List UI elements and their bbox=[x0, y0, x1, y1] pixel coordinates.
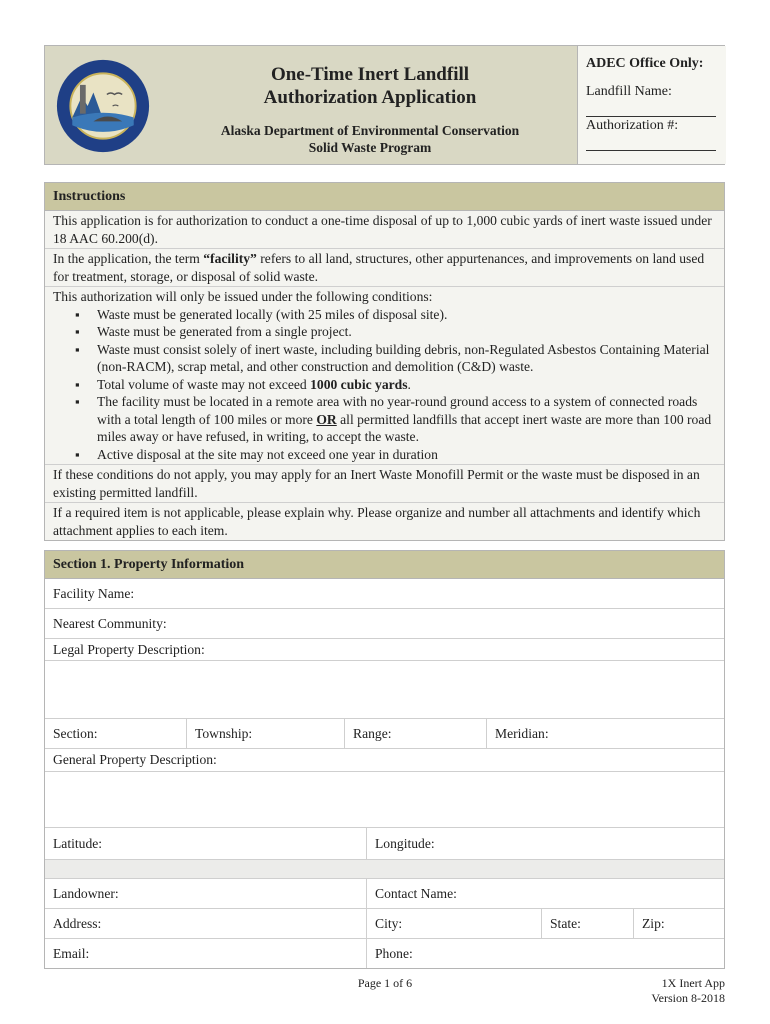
instructions-heading: Instructions bbox=[45, 183, 724, 211]
email-field[interactable]: Email: bbox=[45, 939, 367, 968]
section1-heading: Section 1. Property Information bbox=[45, 551, 724, 579]
nearest-community-row[interactable] bbox=[45, 609, 724, 639]
facility-name-row[interactable] bbox=[45, 579, 724, 609]
email-row[interactable] bbox=[45, 939, 724, 968]
legal-description-label: Legal Property Description: bbox=[53, 641, 205, 657]
authorization-number-field[interactable] bbox=[586, 150, 716, 151]
instructions-section bbox=[44, 182, 725, 541]
adec-seal-logo bbox=[55, 58, 151, 154]
adec-office-only-box bbox=[577, 46, 726, 164]
authorization-number-label: Authorization #: bbox=[586, 118, 679, 133]
instructions-paragraph: This application is for authorization to conduct a one-time disposal of up to 1,000 cubic yards of inert waste issued under 18 AAC 60.200(d). bbox=[45, 211, 724, 249]
longitude-field[interactable]: Longitude: bbox=[375, 835, 435, 851]
general-description-label: General Property Description: bbox=[53, 752, 217, 767]
attachments-note: If a required item is not applicable, please explain why. Please organize and number all attachments and identify which attachment applies to each item. bbox=[45, 503, 724, 540]
landowner-field[interactable]: Landowner: bbox=[45, 879, 367, 908]
landowner-row[interactable] bbox=[45, 879, 724, 909]
form-header bbox=[44, 45, 725, 165]
general-description-input[interactable] bbox=[45, 772, 724, 828]
list-item: ▪ Waste must consist solely of inert waste, including building debris, non-Regulated Asbestos Containing Material (non-RACM), scrap metal, and other construction and demolition (C&D) waste. bbox=[97, 341, 716, 376]
nearest-community-field[interactable]: Nearest Community: bbox=[53, 615, 167, 631]
office-only-title: ADEC Office Only: bbox=[586, 56, 704, 71]
spacer-row bbox=[45, 860, 724, 879]
general-description-label-row bbox=[45, 749, 724, 772]
facility-name-field[interactable]: Facility Name: bbox=[53, 585, 135, 601]
department-name: Alaska Department of Environmental Conservation Solid Waste Program bbox=[220, 123, 520, 155]
township-field[interactable]: Township: bbox=[187, 719, 345, 748]
address-row[interactable] bbox=[45, 909, 724, 939]
facility-definition: In the application, the term “facility” refers to all land, structures, other appurtenances, and improvements on land used for treatment, storage, or disposal of solid waste. bbox=[45, 249, 724, 287]
contact-name-field[interactable]: Contact Name: bbox=[375, 885, 457, 901]
phone-field[interactable]: Phone: bbox=[375, 945, 413, 961]
list-item: ▪ Active disposal at the site may not exceed one year in duration bbox=[97, 446, 716, 464]
coordinates-row[interactable] bbox=[45, 828, 724, 860]
list-item: ▪ Total volume of waste may not exceed 1000 cubic yards. bbox=[97, 376, 716, 394]
zip-field[interactable]: Zip: bbox=[642, 915, 665, 931]
latitude-field[interactable]: Latitude: bbox=[45, 828, 367, 859]
meridian-field[interactable]: Meridian: bbox=[495, 725, 549, 741]
conditions-block: This authorization will only be issued under the following conditions: ▪ Waste must be generated locally (with 25 miles of disposal site). ▪ Waste must be generated from a single project. ▪ Waste must consist solely of inert waste, including building debris, non-Regulated Asbestos Containing Material (non-RACM), scrap metal, and other construction and demolition (C&D) waste. ▪ Total volume of waste may not exceed 1000 cubic yards. ▪ The facility must be located in a remote area with no year-round ground access to a system of connected roads with a total length of 100 miles or more OR all permitted landfills that accept inert waste are more than 100 road miles away or have refused, in writing, to accept the waste. ▪ Active disposal at the site may not exceed one year in duration bbox=[45, 287, 724, 465]
alternative-note: If these conditions do not apply, you may apply for an Inert Waste Monofill Permit or the waste must be disposed in an existing permitted landfill. bbox=[45, 465, 724, 503]
conditions-list bbox=[53, 306, 716, 464]
legal-description-label-row bbox=[45, 639, 724, 661]
state-field[interactable]: State: bbox=[542, 909, 634, 938]
list-item: ▪ Waste must be generated locally (with 25 miles of disposal site). bbox=[97, 306, 716, 324]
plss-row[interactable] bbox=[45, 719, 724, 749]
list-item: ▪ The facility must be located in a remote area with no year-round ground access to a system of connected roads with a total length of 100 miles or more OR all permitted landfills that accept inert waste are more than 100 road miles away or have refused, in writing, to accept the waste. bbox=[97, 393, 716, 446]
document-version: 1X Inert App Version 8-2018 bbox=[651, 976, 725, 1005]
list-item: ▪ Waste must be generated from a single project. bbox=[97, 323, 716, 341]
form-title: One-Time Inert Landfill Authorization Application bbox=[263, 64, 477, 108]
address-field[interactable]: Address: bbox=[45, 909, 367, 938]
page-number: Page 1 of 6 bbox=[357, 976, 413, 990]
landfill-name-field[interactable] bbox=[586, 116, 716, 117]
section1-property-information bbox=[44, 550, 725, 969]
landfill-name-label: Landfill Name: bbox=[586, 84, 672, 99]
range-field[interactable]: Range: bbox=[345, 719, 487, 748]
city-field[interactable]: City: bbox=[367, 909, 542, 938]
legal-description-input[interactable] bbox=[45, 661, 724, 719]
section-field[interactable]: Section: bbox=[45, 719, 187, 748]
